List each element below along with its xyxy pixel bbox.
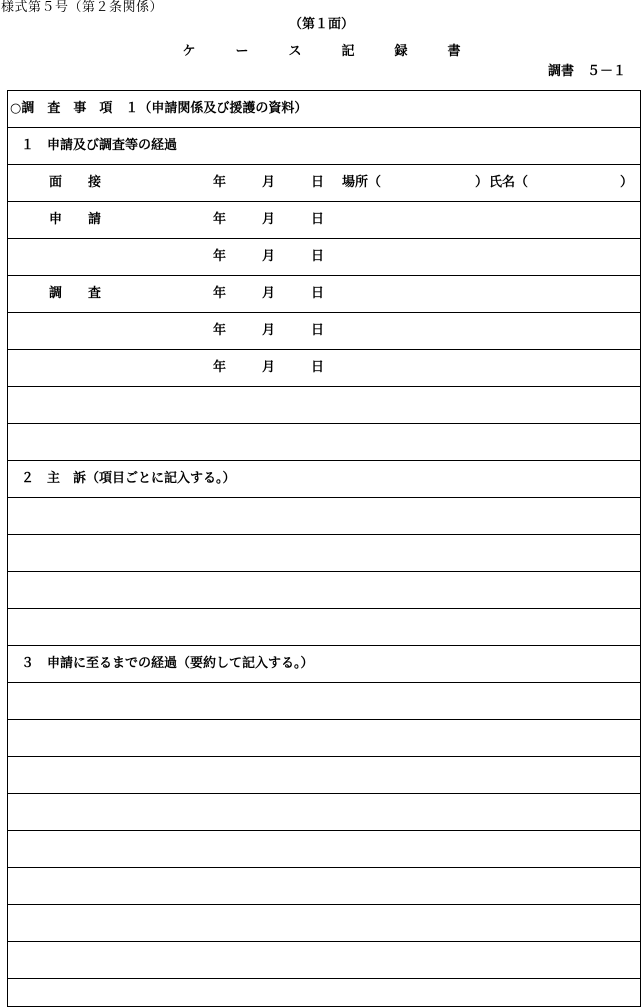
application-row (8, 202, 640, 239)
day-label: 日 (311, 323, 325, 338)
item3-heading: ３ 申請に至るまでの経過（要約して記入する。） (21, 656, 314, 671)
investigation-label: 調 査 (49, 286, 102, 301)
blank-row (8, 905, 640, 942)
item2-heading-row (8, 461, 640, 498)
investigation-row-2 (8, 313, 640, 350)
blank-row (8, 942, 640, 979)
title-char: 録 (394, 44, 408, 59)
day-label: 日 (311, 360, 325, 375)
year-label: 年 (213, 175, 227, 190)
title-char: ケ (182, 44, 196, 59)
day-label: 日 (311, 249, 325, 264)
blank-row (8, 498, 640, 535)
interview-row (8, 165, 640, 202)
month-label: 月 (262, 249, 276, 264)
item1-heading-row (8, 128, 640, 165)
application-label: 申 請 (49, 212, 102, 227)
year-label: 年 (213, 212, 227, 227)
item2-heading: ２ 主 訴（項目ごとに記入する。） (21, 471, 236, 486)
blank-row (8, 535, 640, 572)
form-number-label: 様式第５号（第２条関係） (1, 0, 164, 15)
title-char: 記 (341, 44, 355, 59)
title-char: 書 (447, 44, 461, 59)
month-label: 月 (262, 286, 276, 301)
blank-row (8, 831, 640, 868)
month-label: 月 (262, 175, 276, 190)
document-number: 調書 ５－１ (547, 64, 626, 79)
investigation-row (8, 276, 640, 313)
blank-row (8, 868, 640, 905)
day-label: 日 (311, 212, 325, 227)
application-row-2 (8, 239, 640, 276)
blank-row (8, 757, 640, 794)
record-table (7, 90, 641, 1007)
place-close: ） (475, 175, 489, 190)
blank-row (8, 979, 640, 1006)
month-label: 月 (262, 212, 276, 227)
blank-row (8, 424, 640, 461)
year-label: 年 (213, 323, 227, 338)
month-label: 月 (262, 323, 276, 338)
name-close: ） (620, 175, 634, 190)
blank-row (8, 572, 640, 609)
blank-row (8, 720, 640, 757)
name-label: 氏名（ (489, 175, 529, 190)
item3-heading-row (8, 646, 640, 683)
blank-row (8, 683, 640, 720)
place-label: 場所（ (342, 175, 382, 190)
title-char: ー (235, 44, 249, 59)
title-char: ス (288, 44, 302, 59)
section-heading: ○調 査 事 項 １（申請関係及び援護の資料） (10, 101, 308, 116)
item1-heading: １ 申請及び調査等の経過 (21, 138, 178, 153)
year-label: 年 (213, 286, 227, 301)
page-number: （第１面） (288, 17, 354, 32)
day-label: 日 (311, 175, 325, 190)
section-heading-row (8, 91, 640, 128)
blank-row (8, 794, 640, 831)
month-label: 月 (262, 360, 276, 375)
day-label: 日 (311, 286, 325, 301)
year-label: 年 (213, 360, 227, 375)
document-title (0, 42, 643, 62)
blank-row (8, 387, 640, 424)
year-label: 年 (213, 249, 227, 264)
interview-label: 面 接 (49, 175, 102, 190)
blank-row (8, 609, 640, 646)
investigation-row-3 (8, 350, 640, 387)
